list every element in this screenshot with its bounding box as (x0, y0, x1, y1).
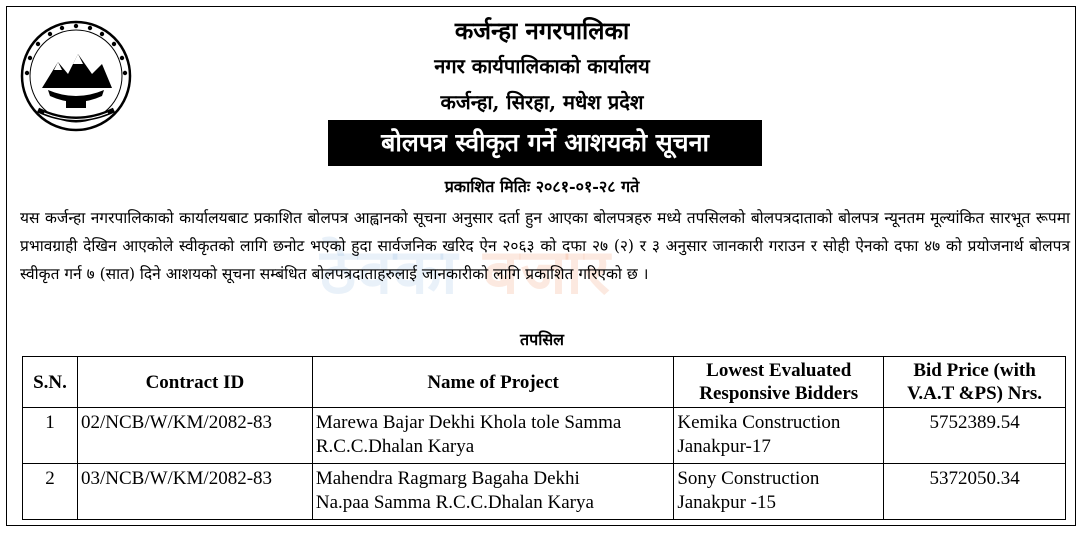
cell-bidder (674, 408, 884, 464)
header-contract-id: Contract ID (77, 357, 312, 408)
project-line2: Na.paa Samma R.C.C.Dhalan Karya (315, 492, 594, 513)
watermark-part2: बजार (483, 235, 612, 308)
header-bidder (674, 357, 884, 408)
project-line2: R.C.C.Dhalan Karya (315, 436, 475, 457)
cell-price: 5372050.34 (884, 464, 1066, 520)
cell-contract-id: 03/NCB/W/KM/2082-83 (77, 464, 312, 520)
bid-table (22, 356, 1066, 520)
header-bidder-line2: Responsive Bidders (699, 383, 859, 404)
cell-sn: 2 (23, 464, 78, 520)
office-address: कर्जन्हा, सिरहा, मधेश प्रदेश (440, 90, 644, 114)
cell-contract-id: 02/NCB/W/KM/2082-83 (77, 408, 312, 464)
municipality-name: कर्जन्हा नगरपालिका (454, 16, 630, 45)
published-date: प्रकाशित मितिः २०८१-०१-२८ गते (444, 177, 640, 196)
office-name: नगर कार्यपालिकाको कार्यालय (434, 54, 650, 78)
cell-bidder (674, 464, 884, 520)
cell-project (312, 464, 674, 520)
header-price (884, 357, 1066, 408)
bidder-line2: Janakpur -15 (677, 492, 777, 513)
table-header-row (23, 357, 1066, 408)
cell-sn: 1 (23, 408, 78, 464)
notice-paragraph: यस कर्जन्हा नगरपालिकाको कार्यालयबाट प्रकाशित बोलपत्र आह्वानको सूचना अनुसार दर्ता हुन आएका बोलपत्रहरु मध्ये तपसिलको बोलपत्रदाताको बोलपत्र न्यूनतम मूल्यांकित सारभूत रूपमा प्रभावग्राही देखिन आएकोले स्वीकृतको लागि छनोट भएको हुदा सार्वजनिक खरिद ऐन २०६३ को दफा २७ (२) र ३ अनुसार जानकारी गराउन र सोही ऐनको दफा ४७ को प्रयोजनार्थ बोलपत्र स्वीकृत गर्न ७ (सात) दिने आशयको सूचना सम्बंधित बोलपत्रदाताहरुलाई जानकारीको लागि प्रकाशित गरिएको छ । (20, 209, 1070, 283)
table-row (23, 464, 1066, 520)
header-price-line1: Bid Price (with (913, 360, 1036, 381)
cell-project (312, 408, 674, 464)
project-line1: Mahendra Ragmarg Bagaha Dekhi (315, 468, 580, 489)
notice-title-banner: बोलपत्र स्वीकृत गर्ने आशयको सूचना (328, 120, 762, 166)
bidder-line2: Janakpur-17 (677, 436, 771, 457)
header-sn: S.N. (23, 357, 78, 408)
section-label: तपसिल (519, 330, 565, 349)
cell-price: 5752389.54 (884, 408, 1066, 464)
watermark-part1: ठेक्का (320, 235, 460, 308)
header-bidder-line1: Lowest Evaluated (706, 360, 852, 381)
bidder-line1: Sony Construction (677, 468, 820, 489)
table-row (23, 408, 1066, 464)
header-project: Name of Project (312, 357, 674, 408)
project-line1: Marewa Bajar Dekhi Khola tole Samma (315, 412, 622, 433)
bidder-line1: Kemika Construction (677, 412, 841, 433)
header-price-line2: V.A.T &PS) Nrs. (907, 383, 1043, 404)
